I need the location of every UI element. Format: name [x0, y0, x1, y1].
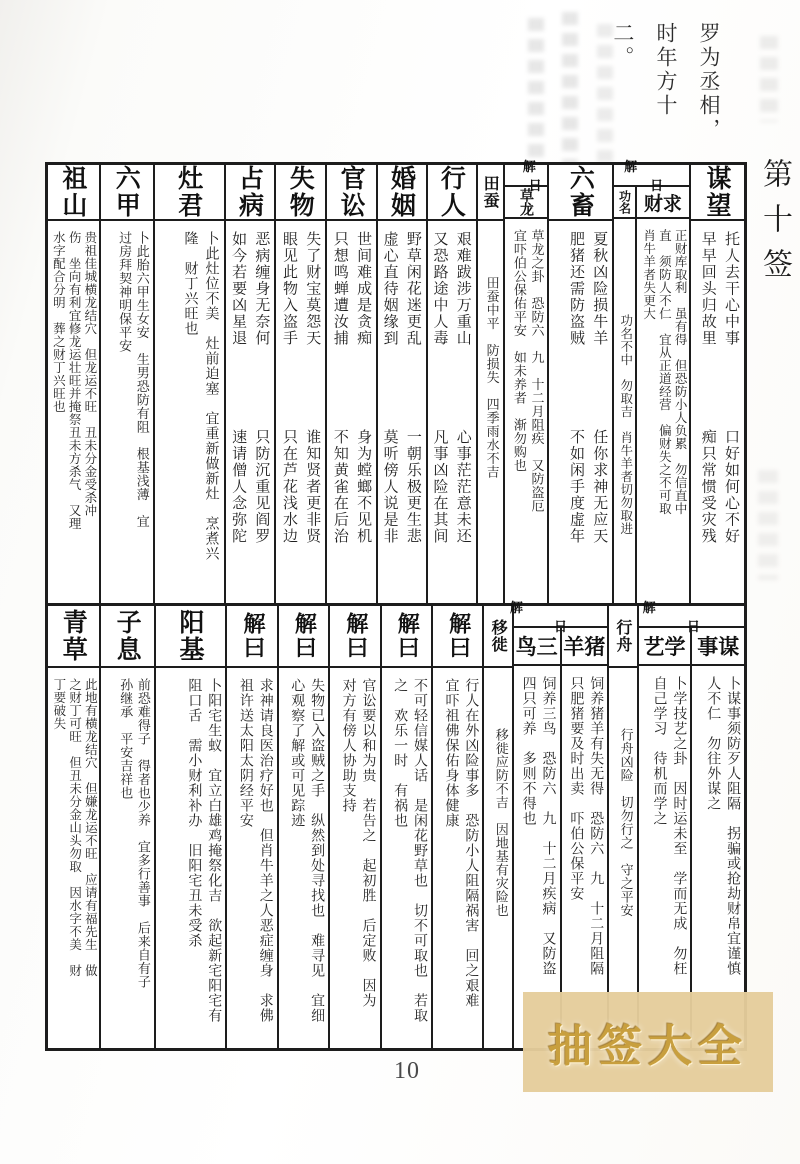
strip-header: 解日 [642, 601, 745, 635]
column-body [478, 221, 503, 603]
intro-line: 二。 [610, 22, 635, 70]
column-header: 占病 [235, 165, 265, 219]
column-zaojun [155, 165, 226, 603]
column-header: 祖山 [58, 165, 88, 219]
text-line: 卜谋事须防歹人阻隔 拐骗或抢劫财帛宜谨慎 [725, 676, 741, 976]
text-line: 恶病缠身无奈何 只防沉重见阎罗 [253, 231, 270, 545]
column-body [279, 668, 328, 1048]
column-body [382, 668, 431, 1048]
text-line: 饲养三鸟 恐防六 九 十二月疾病 又防盗 [540, 676, 556, 976]
column-header: 阳基 [176, 609, 206, 663]
text-line: 功名不中 勿取吉 肖牛羊者切勿取进 [618, 314, 633, 535]
text-line: 草龙之卦 恐防六 九 十二月阻疾 又防盗厄 [529, 229, 545, 513]
column-mouwang [691, 165, 744, 603]
explanation-column-zhanbing [227, 606, 278, 1048]
column-header: 灶君 [174, 165, 204, 219]
explanation-column-xingren [433, 606, 484, 1048]
column-body [226, 221, 275, 603]
column-body [101, 221, 153, 603]
column-header: 子息 [113, 609, 143, 663]
text-line: 丁要破失 [51, 678, 66, 730]
column-body [378, 221, 426, 603]
column-zhanbing [226, 165, 277, 603]
column-caolong [505, 160, 550, 603]
column-header: 六甲 [112, 165, 142, 219]
text-line: 之财丁可旺 但丑未分金山头勿取 因水字不美 财 [67, 678, 82, 977]
text-line: 孙继承 平安吉祥也 [118, 678, 134, 800]
text-line: 卜阳宅生蚁 宜立白雄鸡掩祭化吉 欲起新宅阳宅有 [206, 678, 222, 1023]
column-liuchu [549, 165, 614, 603]
text-line: 野草闲花迷更乱 一朝乐极更生悲 [404, 231, 421, 545]
column-header: 谋望 [703, 165, 733, 219]
column-xingzhou [609, 606, 638, 1048]
text-line: 阻口舌 需小财利补办 旧阳宅丑未受杀 [186, 678, 202, 948]
column-yangji [156, 606, 227, 1048]
column-body [614, 219, 634, 603]
text-line: 自己学习 待机而学之 [651, 676, 667, 826]
column-body [428, 221, 476, 603]
bleed-through-artifact [528, 18, 544, 168]
column-guansong [327, 165, 378, 603]
sign-number-title: 第十签 [757, 158, 792, 293]
text-line: 移徙应防不吉 因地基有灾险也 [493, 728, 509, 917]
explanation-column-guansong [330, 606, 381, 1048]
text-line: 宜吓祖佛保佑身体健康 [443, 678, 459, 828]
text-line: 心观察了解或可见踪迹 [289, 678, 305, 828]
text-line: 卜此灶位不美 灶前迫塞 宜重新做新灶 烹煮兴 [203, 231, 219, 561]
column-header: 解曰 [291, 612, 317, 660]
column-body [48, 221, 99, 603]
text-line: 直 须防人不仁 宜从正道经营 偏财失之不可取 [657, 229, 672, 515]
column-group-sanniao-zhuyang [509, 601, 612, 1048]
column-zushan [48, 165, 101, 603]
column-body [691, 221, 744, 603]
text-line: 如今若要凶星退 速请僧人念弥陀 [230, 231, 247, 545]
column-header: 功名 [617, 190, 632, 214]
table-bottom-section [48, 603, 744, 1048]
text-line: 官讼要以和为贵 若告之 起初胜 后定败 因为 [360, 678, 376, 1008]
bleed-through-artifact [562, 12, 578, 170]
watermark-text: 抽签大全 [548, 1021, 748, 1072]
column-header: 谋事 [697, 635, 740, 659]
column-hunyin [378, 165, 428, 603]
explanation-column-shiwu [279, 606, 330, 1048]
column-body [227, 668, 276, 1048]
text-line: 求神请良医治疗好也 但肖牛羊之人恶症缠身 求佛 [257, 678, 273, 1023]
text-line: 对方有傍人协助支持 [340, 678, 356, 813]
text-line: 宜吓伯公保佑平安 如未养者 渐勿购也 [511, 229, 527, 472]
strip-header: 解日 [522, 160, 548, 194]
text-line: 人不仁 勿往外谋之 [705, 676, 721, 811]
subcolumn-gongming [614, 187, 634, 603]
subcolumn-zhuyang [560, 628, 608, 1048]
explanation-column-hunyin [382, 606, 433, 1048]
column-group-gongming-qiucai [614, 160, 691, 603]
text-line: 虚心直待姻缘到 莫听傍人说是非 [381, 231, 398, 545]
text-line: 行舟凶险 切勿行之 守之平安 [618, 728, 634, 917]
text-line: 四只可养 多则不得也 [520, 676, 536, 826]
column-header: 解曰 [394, 612, 420, 660]
column-shiwu [276, 165, 327, 603]
text-line: 世间难成是贪痴 身为螳螂不见机 [355, 231, 372, 545]
text-line: 之 欢乐一时 有祸也 [392, 678, 408, 828]
text-line: 失物已入盗贼之手 纵然到处寻找也 难寻见 宜细 [309, 678, 325, 1023]
text-line: 前恐难得子 得者也少养 宜多行善事 后来自有子 [135, 678, 151, 989]
column-tiancan [478, 165, 505, 603]
column-body [155, 221, 224, 603]
subcolumn-moushi [690, 628, 744, 1048]
bleed-through-artifact [760, 36, 778, 122]
column-header: 行人 [437, 165, 467, 219]
watermark-banner [523, 992, 773, 1092]
text-line: 肖牛羊者失更大 [641, 229, 656, 320]
column-body [156, 668, 225, 1048]
bleed-through-artifact [758, 470, 778, 580]
page-number: 10 [394, 1058, 420, 1084]
fortune-table [45, 162, 747, 1051]
column-header: 青草 [59, 609, 89, 663]
text-line: 又恐路途中人毒 凡事凶险在其间 [431, 231, 448, 545]
column-liujia [101, 165, 155, 603]
text-line: 饲养猪羊有失无得 恐防六 九 十二月阻隔 [588, 676, 604, 976]
text-line: 托人去干心中事 口好如何心不好 [722, 231, 739, 545]
column-header: 草龙 [518, 188, 535, 216]
text-line: 只想鸣蝉遭汝捕 不知黄雀在后治 [331, 231, 348, 545]
text-line: 艰难跋涉万重山 心事茫茫意未还 [454, 231, 471, 545]
text-line: 伤 坐向有利宜修龙运壮旺并掩祭丑未方杀气 又理 [67, 231, 82, 530]
strip-header: 解日 [624, 160, 690, 194]
column-header: 行舟 [613, 619, 633, 653]
column-qingcao [48, 606, 101, 1048]
column-body [692, 666, 744, 1048]
text-line: 祖许送太阳太阴经平安 [237, 678, 253, 828]
column-body [562, 666, 608, 1048]
column-header: 学艺 [643, 635, 686, 659]
subcolumn-xueyi [639, 628, 691, 1048]
column-body [484, 668, 511, 1048]
column-header: 移徙 [489, 619, 509, 653]
text-line: 行人在外凶险事多 恐防小人阻隔祸害 回之艰难 [463, 678, 479, 1008]
column-header: 求财 [643, 192, 682, 215]
column-body [276, 221, 325, 603]
column-header: 六畜 [566, 165, 596, 219]
text-line: 只肥猪要及时出卖 吓伯公保平安 [568, 676, 584, 901]
subcolumn-qiucai [635, 187, 689, 603]
text-line: 正财库取利 虽有得 但恐防小人负累 勿信直中 [673, 229, 688, 515]
column-header: 失物 [286, 165, 316, 219]
column-body [48, 668, 99, 1048]
text-line: 此地有横龙结穴 但嫌龙运不旺 应请有福先生 做 [83, 678, 98, 977]
text-line: 肥猪还需防盗贼 不如闲手度虚年 [568, 231, 585, 545]
column-body [639, 666, 691, 1048]
text-line: 过房拜契神明保平安 [117, 231, 133, 353]
column-body [637, 219, 689, 603]
column-yixi [484, 606, 513, 1048]
column-body [505, 219, 548, 603]
column-body [433, 668, 482, 1048]
table-top-section [48, 160, 744, 603]
column-body [549, 221, 612, 603]
column-body [101, 668, 153, 1048]
column-body [330, 668, 379, 1048]
column-header: 猪羊 [563, 635, 606, 659]
column-header: 婚姻 [387, 165, 417, 219]
strip-header: 解日 [509, 601, 612, 635]
column-body [327, 221, 376, 603]
text-line: 眼见此物入盗手 只在芦花浅水边 [280, 231, 297, 545]
column-group-xueyi-moushi [639, 601, 745, 1048]
column-body [609, 668, 636, 1048]
column-header: 三鸟 [515, 635, 558, 659]
text-line: 早早回头归故里 痴只常惯受灾残 [699, 231, 716, 545]
intro-line: 时年方十 [653, 22, 678, 118]
text-line: 不可轻信媒人话 是闲花野草也 切不可取也 若取 [411, 678, 427, 1023]
column-header: 官讼 [337, 165, 367, 219]
column-xingren [428, 165, 478, 603]
column-header: 解曰 [445, 612, 471, 660]
column-header: 解曰 [342, 612, 368, 660]
text-line: 卜学技艺之卦 因时运未至 学而无成 勿枉 [671, 676, 687, 976]
text-line: 水字配合分明 葬之财丁兴旺也 [51, 231, 66, 413]
column-header: 田蚕 [481, 175, 501, 209]
text-line: 隆 财丁兴旺也 [182, 231, 198, 336]
column-header: 解曰 [239, 612, 265, 660]
text-line: 夏秋凶险损牛羊 任你求神无应天 [591, 231, 608, 545]
column-body [514, 666, 560, 1048]
text-line: 田蚕中平 防损失 四季雨水不吉 [484, 276, 500, 479]
intro-line: 罗为丞相， [697, 22, 721, 142]
subcolumn-sanniao [514, 628, 560, 1048]
text-line: 失了财宝莫怨天 谁知贤者更非贤 [304, 231, 321, 545]
column-zixi [101, 606, 155, 1048]
text-line: 卜此胎六甲生女安 生男恐防有阻 根基浅薄 宜 [134, 231, 150, 528]
text-line: 贵祖佳城横龙结穴 但龙运不旺 丑未分金受杀冲 [82, 231, 97, 517]
